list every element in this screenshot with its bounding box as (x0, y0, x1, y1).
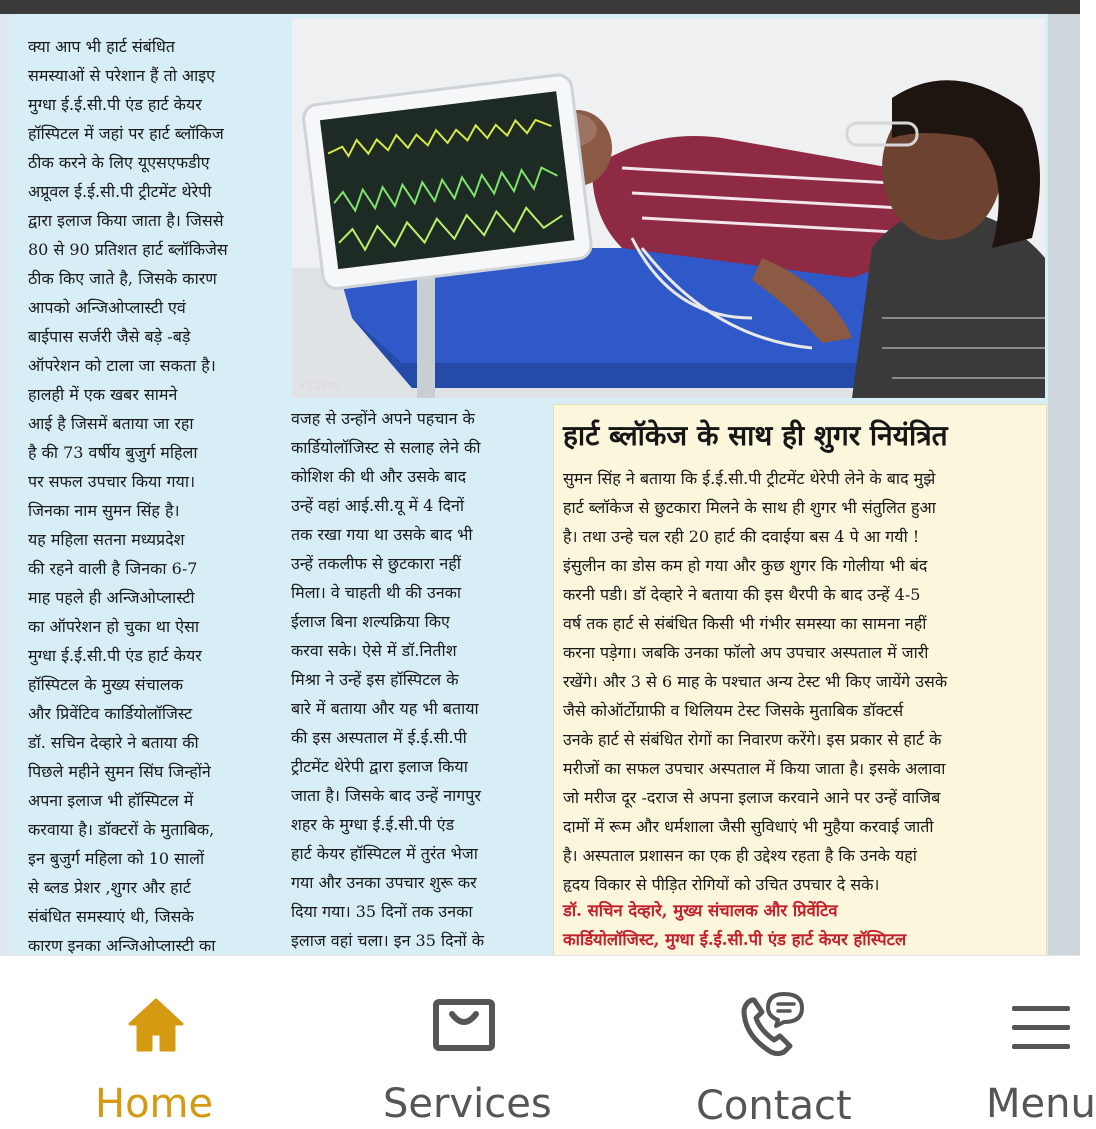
article-column-1: क्या आप भी हार्ट संबंधित समस्याओं से परेशान हैं तो आइए मुग्धा ई.ई.सी.पी एंड हार्ट केयर हॉस्पिटल में जहां पर हार्ट ब्लॉकिज ठीक करने के लिए यूएसएफडीए अप्रूवल ई.ई.सी.पी ट्रीटमेंट थेरेपी द्वारा इलाज किया जाता है। जिससे 80 से 90 प्रतिशत हार्ट ब्लॉकिजेस ठीक किए जाते है, जिसके कारण आपको अन्जिओप्लास्टी एवं बाईपास सर्जरी जैसे बड़े -बड़े ऑपरेशन को टाला जा सकता है। हालही में एक खबर सामने आई है जिसमें बताया जा रहा है की 73 वर्षीय बुजुर्ग महिला पर सफल उपचार किया गया। जिनका नाम सुमन सिंह है। यह महिला सतना मध्यप्रदेश की रहने वाली है जिनका 6-7 माह पहले ही अन्जिओप्लास्टी का ऑपरेशन हो चुका था ऐसा मुग्धा ई.ई.सी.पी एंड हार्ट केयर हॉस्पिटल के मुख्य संचालक और प्रिवेंटिव कार्डियोलॉजिस्ट डॉ. सचिन देव्हारे ने बताया की पिछले महीने सुमन सिंघ जिन्होंने अपना इलाज भी हॉस्पिटल में करवाया है। डॉक्टरों के मुताबिक, इन बुजुर्ग महिला को 10 सालों से ब्लड प्रेशर ,शुगर और हार्ट संबंधित समस्याएं थी, जिसके कारण इनका अन्जिओप्लास्टी का (28, 37, 228, 955)
shopping-bag-icon (432, 994, 496, 1054)
nav-item-menu[interactable] (920, 956, 1096, 1127)
nav-label-home: Home (95, 1081, 214, 1127)
hamburger-menu-icon (1012, 1006, 1070, 1050)
bottom-navigation-bar (0, 955, 1096, 1129)
phone-chat-icon (738, 990, 808, 1058)
left-page-edge (0, 14, 12, 955)
article-column-2: वजह से उन्होंने अपने पहचान के कार्डियोलॉजिस्ट से सलाह लेने की कोशिश की थी और उसके बाद उन्हें वहां आई.सी.यू में 4 दिनों तक रखा गया था उसके बाद भी उन्हें तकलीफ से छुटकारा नहीं मिला। वे चाहती थी की उनका ईलाज बिना शल्यक्रिया किए करवा सके। ऐसे में डॉ.नितीश मिश्रा ने उन्हें इस हॉस्पिटल के बारे में बताया और यह भी बताया की इस अस्पताल में ई.ई.सी.पी ट्रीटमेंट थेरेपी द्वारा इलाज किया जाता है। जिसके बाद उन्हें नागपुर शहर के मुग्धा ई.ई.सी.पी एंड हार्ट केयर हॉस्पिटल में तुरंत भेजा गया और उनका उपचार शुरू कर दिया गया। 35 दिनों तक उनका इलाज वहां चला। इन 35 दिनों के (291, 409, 485, 950)
nav-item-home[interactable] (0, 956, 310, 1127)
nav-label-services: Services (383, 1081, 552, 1127)
nav-label-contact: Contact (696, 1083, 852, 1129)
top-dark-strip (0, 0, 1080, 14)
article-headline: हार्ट ब्लॉकेज के साथ ही शुगर नियंत्रित (563, 419, 948, 452)
home-icon (126, 994, 186, 1054)
nav-label-menu: Menu (986, 1081, 1096, 1127)
nav-item-contact[interactable] (620, 956, 920, 1129)
article-photo (292, 18, 1045, 398)
nav-item-services[interactable] (310, 956, 620, 1127)
doctor-credit: डॉ. सचिन देव्हारे, मुख्य संचालक और प्रिवेंटिव कार्डियोलॉजिस्ट, मुग्धा ई.ई.सी.पी एंड हार्ट केयर हॉस्पिटल (563, 901, 907, 949)
eecp-treatment-photo (292, 18, 1045, 398)
article-column-3: सुमन सिंह ने बताया कि ई.ई.सी.पी ट्रीटमेंट थेरेपी लेने के बाद मुझे हार्ट ब्लॉकेज से छुटकारा मिलने के साथ ही शुगर भी संतुलित हुआ है। तथा उन्हे चल रही 20 हार्ट की दवाईया बस 4 पे आ गयी ! इंसुलीन का डोस कम हो गया और कुछ शुगर कि गोलीया भी बंद करनी पडी। डॉ देव्हारे ने बताया की इस थैरपी के बाद उन्हें 4-5 वर्ष तक हार्ट से संबंधित किसी भी गंभीर समस्या का सामना नहीं करना पड़ेगा। जबकि उनका फॉलो अप उपचार अस्पताल में जारी रखेंगे। और 3 से 6 माह के पश्चात अन्य टेस्ट भी किए जायेंगे उसके जैसे कोऑर्टोग्राफी व थिलियम टेस्ट जिसके मुताबिक डॉक्टर्स उनके हार्ट से संबंधित रोगों का निवारण करेंगे। इस प्रकार से हार्ट के मरीजों का सफल उपचार अस्पताल में किया जाता है। इसके अलावा जो मरीज दूर -दराज से अपना इलाज करवाने आने पर उन्हें वाजिब दामों में रूम और धर्मशाला जैसी सुविधाएं भी मुहैया करवाई जाती है। अस्पताल प्रशासन का एक ही उद्देश्य रहता है कि उनके यहां हृदय विकार से पीड़ित रोगियों को उचित उपचार दे सके। (563, 469, 948, 894)
photo-watermark: V11Pro (298, 378, 341, 392)
right-page-edge (1048, 14, 1080, 955)
